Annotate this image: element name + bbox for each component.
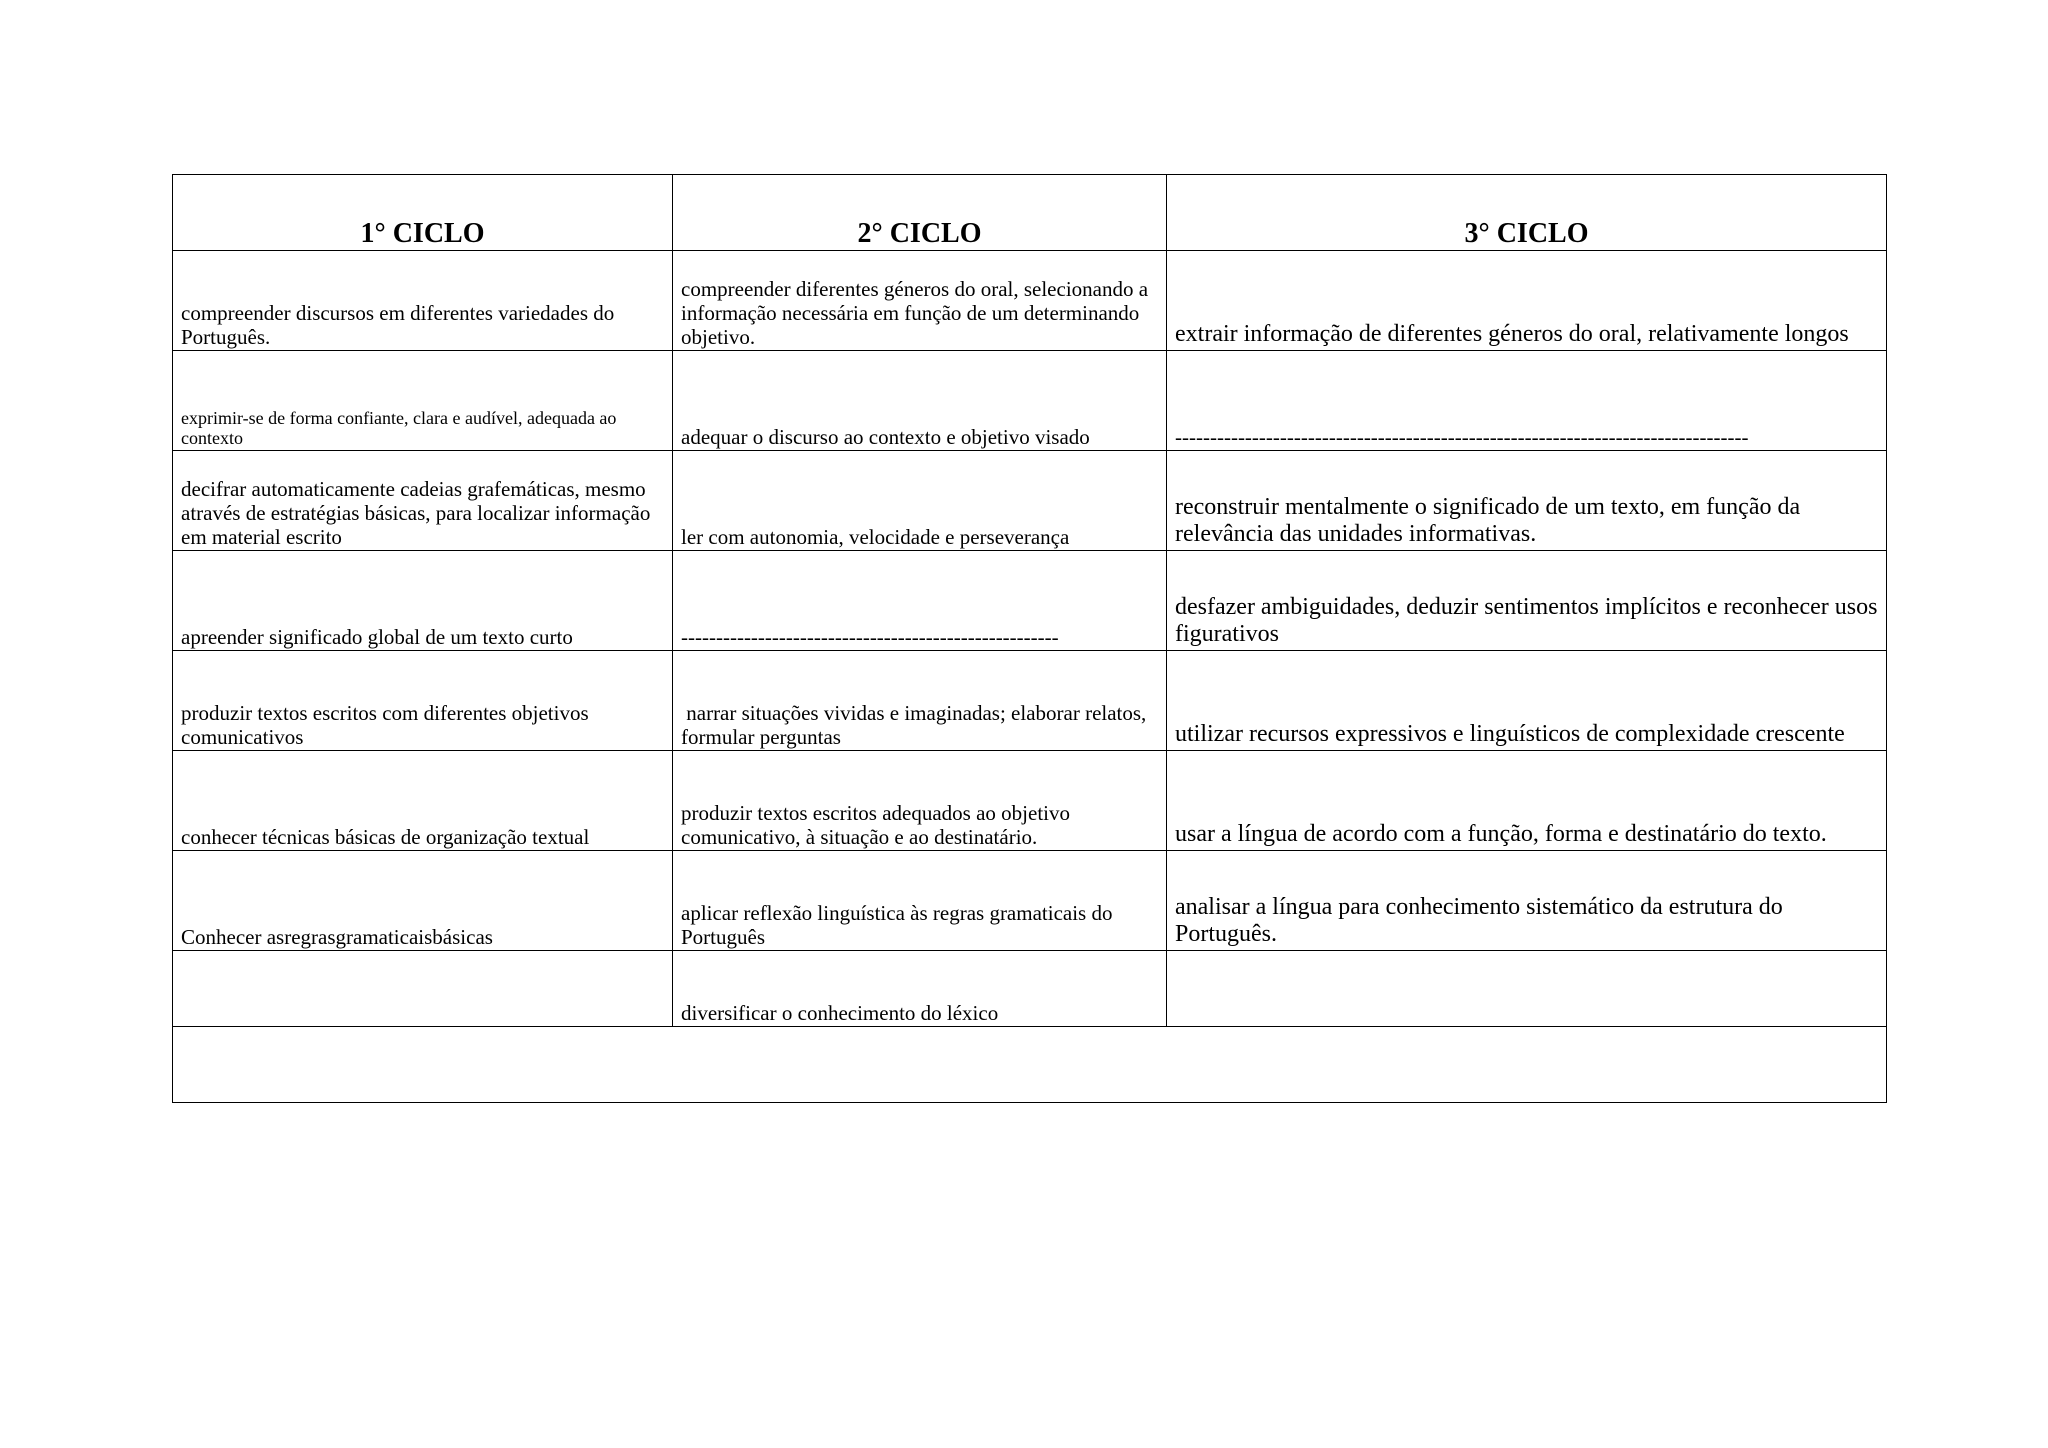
table-row bbox=[173, 651, 1887, 751]
cell-ciclo-2: ------------------------------------------------------ bbox=[673, 551, 1167, 651]
cell-ciclo-1: conhecer técnicas básicas de organização textual bbox=[173, 751, 673, 851]
cell-ciclo-1: compreender discursos em diferentes variedades do Português. bbox=[173, 251, 673, 351]
cell-ciclo-3: reconstruir mentalmente o significado de um texto, em função da relevância das unidades informativas. bbox=[1167, 451, 1887, 551]
cell-ciclo-2: aplicar reflexão linguística às regras gramaticais do Português bbox=[673, 851, 1167, 951]
table-row bbox=[173, 851, 1887, 951]
cell-ciclo-3: usar a língua de acordo com a função, forma e destinatário do texto. bbox=[1167, 751, 1887, 851]
cell-ciclo-2: adequar o discurso ao contexto e objetivo visado bbox=[673, 351, 1167, 451]
cell-ciclo-2: narrar situações vividas e imaginadas; elaborar relatos, formular perguntas bbox=[673, 651, 1167, 751]
cell-ciclo-3: analisar a língua para conhecimento sistemático da estrutura do Português. bbox=[1167, 851, 1887, 951]
table-row bbox=[173, 251, 1887, 351]
header-row bbox=[173, 175, 1887, 251]
cell-ciclo-2: produzir textos escritos adequados ao objetivo comunicativo, à situação e ao destinatário. bbox=[673, 751, 1167, 851]
cell-ciclo-1 bbox=[173, 951, 673, 1027]
header-ciclo-1: 1° CICLO bbox=[173, 175, 673, 251]
cell-ciclo-3: desfazer ambiguidades, deduzir sentimentos implícitos e reconhecer usos figurativos bbox=[1167, 551, 1887, 651]
cell-ciclo-3: utilizar recursos expressivos e linguísticos de complexidade crescente bbox=[1167, 651, 1887, 751]
cell-ciclo-2: ler com autonomia, velocidade e perseverança bbox=[673, 451, 1167, 551]
cell-ciclo-2: compreender diferentes géneros do oral, selecionando a informação necessária em função de um determinando objetivo. bbox=[673, 251, 1167, 351]
cell-ciclo-1: Conhecer asregrasgramaticaisbásicas bbox=[173, 851, 673, 951]
cell-ciclo-3 bbox=[1167, 951, 1887, 1027]
empty-cell bbox=[173, 1027, 1887, 1103]
cell-ciclo-1: decifrar automaticamente cadeias grafemáticas, mesmo através de estratégias básicas, para localizar informação em material escrito bbox=[173, 451, 673, 551]
table-row bbox=[173, 551, 1887, 651]
empty-table-row bbox=[173, 1027, 1887, 1103]
table-row bbox=[173, 751, 1887, 851]
header-ciclo-2: 2° CICLO bbox=[673, 175, 1167, 251]
cell-ciclo-2: diversificar o conhecimento do léxico bbox=[673, 951, 1167, 1027]
table-row bbox=[173, 351, 1887, 451]
cell-ciclo-1: apreender significado global de um texto curto bbox=[173, 551, 673, 651]
cell-ciclo-3: extrair informação de diferentes géneros do oral, relativamente longos bbox=[1167, 251, 1887, 351]
cell-ciclo-3: ---------------------------------------------------------------------------------- bbox=[1167, 351, 1887, 451]
table-row bbox=[173, 451, 1887, 551]
table-row bbox=[173, 951, 1887, 1027]
cell-ciclo-1: produzir textos escritos com diferentes objetivos comunicativos bbox=[173, 651, 673, 751]
header-ciclo-3: 3° CICLO bbox=[1167, 175, 1887, 251]
ciclo-table bbox=[172, 174, 1887, 1103]
cell-ciclo-1: exprimir-se de forma confiante, clara e audível, adequada ao contexto bbox=[173, 351, 673, 451]
